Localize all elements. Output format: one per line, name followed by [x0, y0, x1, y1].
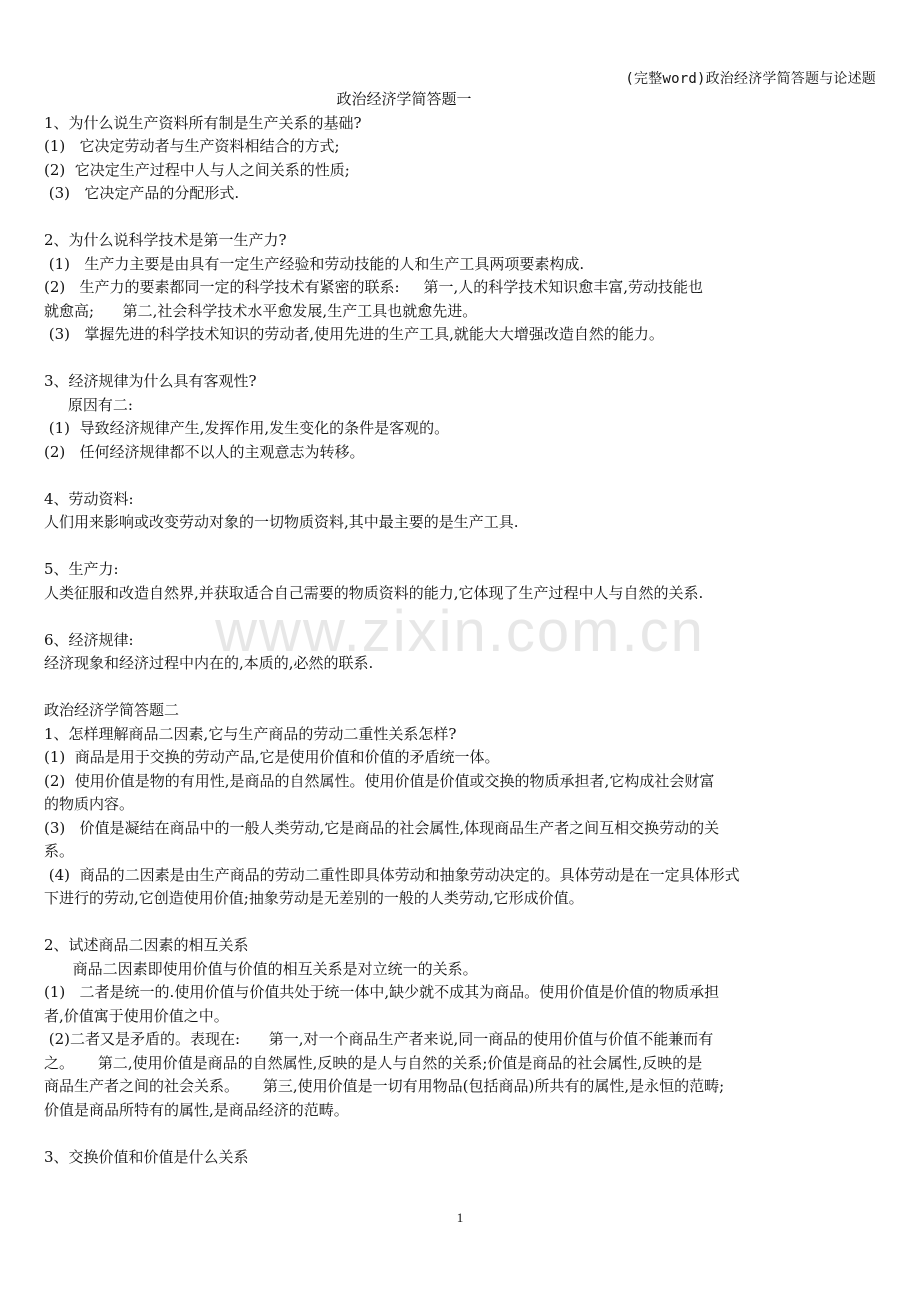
answer-line: (2)二者又是矛盾的。表现在: 第一,对一个商品生产者来说,同一商品的使用价值与价值不能兼而有 [44, 1030, 714, 1048]
question-heading: 3、交换价值和价值是什么关系 [44, 1147, 249, 1166]
question-heading: 2、试述商品二因素的相互关系 [44, 936, 249, 954]
answer-line: (2) 它决定生产过程中人与人之间关系的性质; [44, 160, 350, 179]
answer-line: 经济现象和经济过程中内在的,本质的,必然的联系. [44, 654, 374, 672]
question-heading: 6、经济规律: [44, 630, 134, 649]
page-number: 1 [456, 1210, 464, 1225]
answer-line: 原因有二: [44, 395, 133, 414]
section1-q4 [44, 488, 884, 535]
answer-line: (4) 商品的二因素是由生产商品的劳动二重性即具体劳动和抽象劳动决定的。具体劳动是在一定具体形式 [44, 865, 740, 884]
spacer [44, 605, 884, 629]
answer-line: (2) 使用价值是物的有用性,是商品的自然属性。使用价值是价值或交换的物质承担者,它构成社会财富 [44, 771, 715, 790]
question-heading: 1、怎样理解商品二因素,它与生产商品的劳动二重性关系怎样? [44, 724, 457, 743]
answer-line: 系。 [44, 842, 75, 860]
answer-line: (1) 导致经济规律产生,发挥作用,发生变化的条件是客观的。 [44, 419, 450, 437]
answer-line: (1) 二者是统一的.使用价值与价值共处于统一体中,缺少就不成其为商品。使用价值是价值的物质承担 [44, 983, 720, 1001]
section2-q1 [44, 723, 884, 911]
spacer [44, 535, 884, 559]
question-heading: 4、劳动资料: [44, 489, 134, 508]
question-heading: 3、经济规律为什么具有客观性? [44, 372, 257, 390]
question-heading: 5、生产力: [44, 560, 119, 578]
section2-q2 [44, 934, 884, 1122]
spacer [44, 347, 884, 371]
answer-line: (1) 生产力主要是由具有一定生产经验和劳动技能的人和生产工具两项要素构成. [44, 254, 585, 273]
question-heading: 2、为什么说科学技术是第一生产力? [44, 231, 287, 249]
document-body [44, 88, 884, 1169]
spacer [44, 911, 884, 935]
section1-q3 [44, 370, 884, 464]
answer-line: (2) 任何经济规律都不以人的主观意志为转移。 [44, 442, 365, 461]
answer-line: (1) 商品是用于交换的劳动产品,它是使用价值和价值的矛盾统一体。 [44, 748, 500, 766]
answer-line: 商品生产者之间的社会关系。 第三,使用价值是一切有用物品(包括商品)所共有的属性,是永恒的范畴; [44, 1077, 725, 1095]
spacer [44, 206, 884, 230]
answer-line: 下进行的劳动,它创造使用价值;抽象劳动是无差别的一般的人类劳动,它形成价值。 [44, 889, 584, 907]
answer-line: 价值是商品所特有的属性,是商品经济的范畴。 [44, 1100, 349, 1119]
spacer [44, 676, 884, 700]
section1-q5 [44, 558, 884, 605]
answer-line: 人类征服和改造自然界,并获取适合自己需要的物质资料的能力,它体现了生产过程中人与自然的关系. [44, 583, 704, 602]
section1-q1 [44, 112, 884, 206]
answer-line: (3) 它决定产品的分配形式. [44, 184, 240, 202]
spacer [44, 464, 884, 488]
question-heading: 1、为什么说生产资料所有制是生产关系的基础? [44, 113, 362, 132]
spacer [44, 1122, 884, 1146]
section2-title: 政治经济学简答题二 [44, 701, 180, 719]
watermark-text: www.zixin.com.cn [215, 599, 705, 664]
answer-line: 人们用来影响或改变劳动对象的一切物质资料,其中最主要的是生产工具. [44, 513, 519, 531]
answer-line: (3) 价值是凝结在商品中的一般人类劳动,它是商品的社会属性,体现商品生产者之间互相交换劳动的关 [44, 818, 720, 837]
section1-title: 政治经济学简答题一 [336, 90, 472, 108]
answer-line: (1) 它决定劳动者与生产资料相结合的方式; [44, 137, 340, 155]
answer-line: 商品二因素即使用价值与价值的相互关系是对立统一的关系。 [44, 959, 478, 978]
section1-q2 [44, 229, 884, 347]
answer-line: (2) 生产力的要素都同一定的科学技术有紧密的联系: 第一,人的科学技术知识愈丰富,劳动技能也 [44, 278, 703, 296]
answer-line: 的物质内容。 [44, 795, 135, 813]
answer-line: 者,价值寓于使用价值之中。 [44, 1006, 229, 1025]
header-doc-title: (完整word)政治经济学简答题与论述题 [625, 71, 876, 87]
answer-line: 就愈高; 第二,社会科学技术水平愈发展,生产工具也就愈先进。 [44, 301, 478, 320]
answer-line: (3) 掌握先进的科学技术知识的劳动者,使用先进的生产工具,就能大大增强改造自然的能力。 [44, 325, 664, 343]
answer-line: 之。 第二,使用价值是商品的自然属性,反映的是人与自然的关系;价值是商品的社会属性,反映的是 [44, 1053, 703, 1072]
section1-q6 [44, 629, 884, 676]
section2-q3 [44, 1146, 884, 1170]
